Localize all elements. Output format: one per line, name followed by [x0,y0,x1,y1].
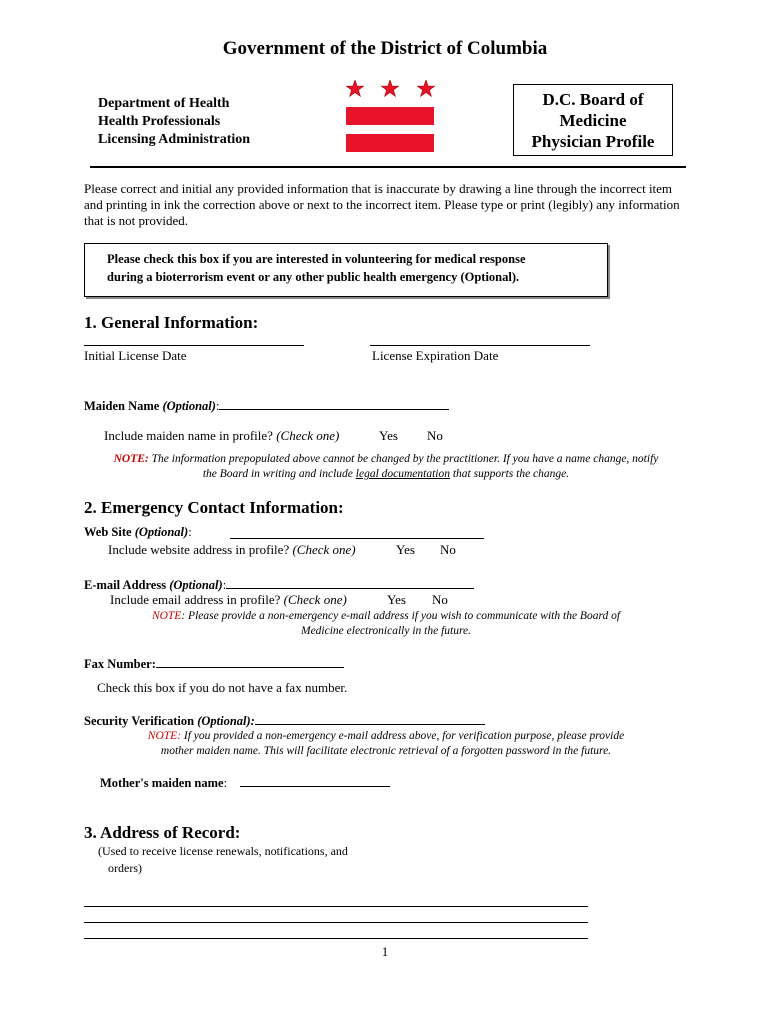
security-note-prefix: NOTE: [147,730,182,742]
maiden-yes-option[interactable]: Yes [379,428,398,443]
address-line-1[interactable] [84,906,588,907]
instructions-paragraph: Please correct and initial any provided information that is inaccurate by drawing a line through the incorrect item and printing in ink the correction above or next to the incorrect item. Please type or print (legibly) any information that is not provided. [84,181,680,228]
note-line-2a: the Board in writing and include [202,468,356,480]
security-note-line-1: If you provided a non-emergency e-mail address above, for verification purpose, please provide [181,730,625,742]
include-maiden-text: Include maiden name in profile? [104,428,273,443]
website-label-row [84,525,192,540]
maiden-name-row [84,397,449,414]
website-no-option[interactable]: No [440,542,456,557]
board-line-2: Medicine [559,111,627,130]
security-optional: (Optional): [197,714,255,728]
flag-star-2 [381,80,398,96]
no-fax-checkbox-label[interactable]: Check this box if you do not have a fax number. [97,680,348,695]
email-no-option[interactable]: No [432,592,448,607]
dept-line-1: Department of Health [98,96,230,111]
website-colon: : [188,525,192,539]
email-optional: (Optional) [169,578,223,592]
security-field[interactable] [255,712,485,725]
initial-license-date-field[interactable] [84,345,304,346]
dept-line-2: Health Professionals [98,114,221,129]
maiden-name-label: Maiden Name [84,399,163,413]
email-check-one: (Check one) [283,592,347,607]
dept-line-3: Licensing Administration [98,132,251,147]
include-email-text: Include email address in profile? [110,592,281,607]
include-email-question [110,592,347,608]
header-divider [90,166,686,168]
board-line-1: D.C. Board of [542,90,644,109]
dc-flag-logo [346,80,436,155]
fax-row [84,655,344,672]
include-maiden-question [104,428,339,444]
board-line-3: Physician Profile [531,132,655,151]
website-yes-option[interactable]: Yes [396,542,415,557]
maiden-no-option[interactable]: No [427,428,443,443]
department-block [98,95,250,149]
security-row [84,712,485,729]
address-line-2[interactable] [84,922,588,923]
email-note-line-2: Medicine electronically in the future. [301,625,471,637]
mother-maiden-field[interactable] [240,774,390,787]
website-field[interactable] [230,526,484,539]
fax-field[interactable] [156,655,344,668]
legal-documentation-link[interactable]: legal documentation [355,468,450,480]
email-yes-option[interactable]: Yes [387,592,406,607]
address-sub-line-1: (Used to receive license renewals, notifications, and [98,844,348,858]
section-3-heading: 3. Address of Record: [84,823,241,842]
website-optional: (Optional) [134,525,189,539]
check-one-hint: (Check one) [276,428,340,443]
email-label-row [84,576,474,593]
website-check-one: (Check one) [292,542,356,557]
include-website-question [108,542,356,558]
section-1-heading: 1. General Information: [84,313,259,332]
maiden-name-field[interactable] [219,397,449,410]
include-website-text: Include website address in profile? [108,542,290,557]
page-number: 1 [381,944,389,959]
security-note [84,729,688,759]
mother-maiden-label: Mother's maiden name [100,776,224,790]
license-expiration-date-field[interactable] [370,345,590,346]
email-colon: : [222,578,227,592]
board-title-box [513,84,673,156]
mother-maiden-row [100,774,390,791]
mother-maiden-colon: : [223,776,228,790]
maiden-colon: : [215,399,220,413]
flag-star-3 [417,80,434,96]
flag-star-1 [346,80,363,96]
email-note-line-1: : Please provide a non-emergency e-mail address if you wish to communicate with the Board of [181,610,621,622]
address-line-3[interactable] [84,938,588,939]
email-field[interactable] [226,576,474,589]
fax-label: Fax Number: [84,657,156,671]
note-line-1: The information prepopulated above cannot be changed by the practitioner. If you have a name change, notify [148,453,659,465]
document-title: Government of the District of Columbia [222,38,548,59]
address-sub-line-2: orders) [108,861,142,875]
note-prefix: NOTE: [113,453,149,465]
initial-license-date-label: Initial License Date [84,348,187,363]
email-note-prefix: NOTE [151,610,182,622]
maiden-optional: (Optional) [162,399,216,413]
email-label: E-mail Address [84,578,170,592]
flag-bar-1 [346,107,434,125]
volunteer-line-2: during a bioterrorism event or any other public health emergency (Optional). [107,270,520,284]
flag-bar-2 [346,134,434,152]
security-note-line-2: mother maiden name. This will facilitate electronic retrieval of a forgotten password in the future. [160,745,612,757]
section-2-heading: 2. Emergency Contact Information: [84,498,344,517]
email-note [84,609,688,639]
note-line-2b: that supports the change. [449,468,570,480]
volunteer-checkbox-box[interactable] [84,243,608,297]
license-expiration-date-label: License Expiration Date [372,348,499,363]
general-note [84,452,688,482]
security-label: Security Verification [84,714,198,728]
volunteer-line-1: Please check this box if you are interested in volunteering for medical response [107,252,526,266]
website-label: Web Site [84,525,135,539]
address-subtitle [98,843,348,877]
